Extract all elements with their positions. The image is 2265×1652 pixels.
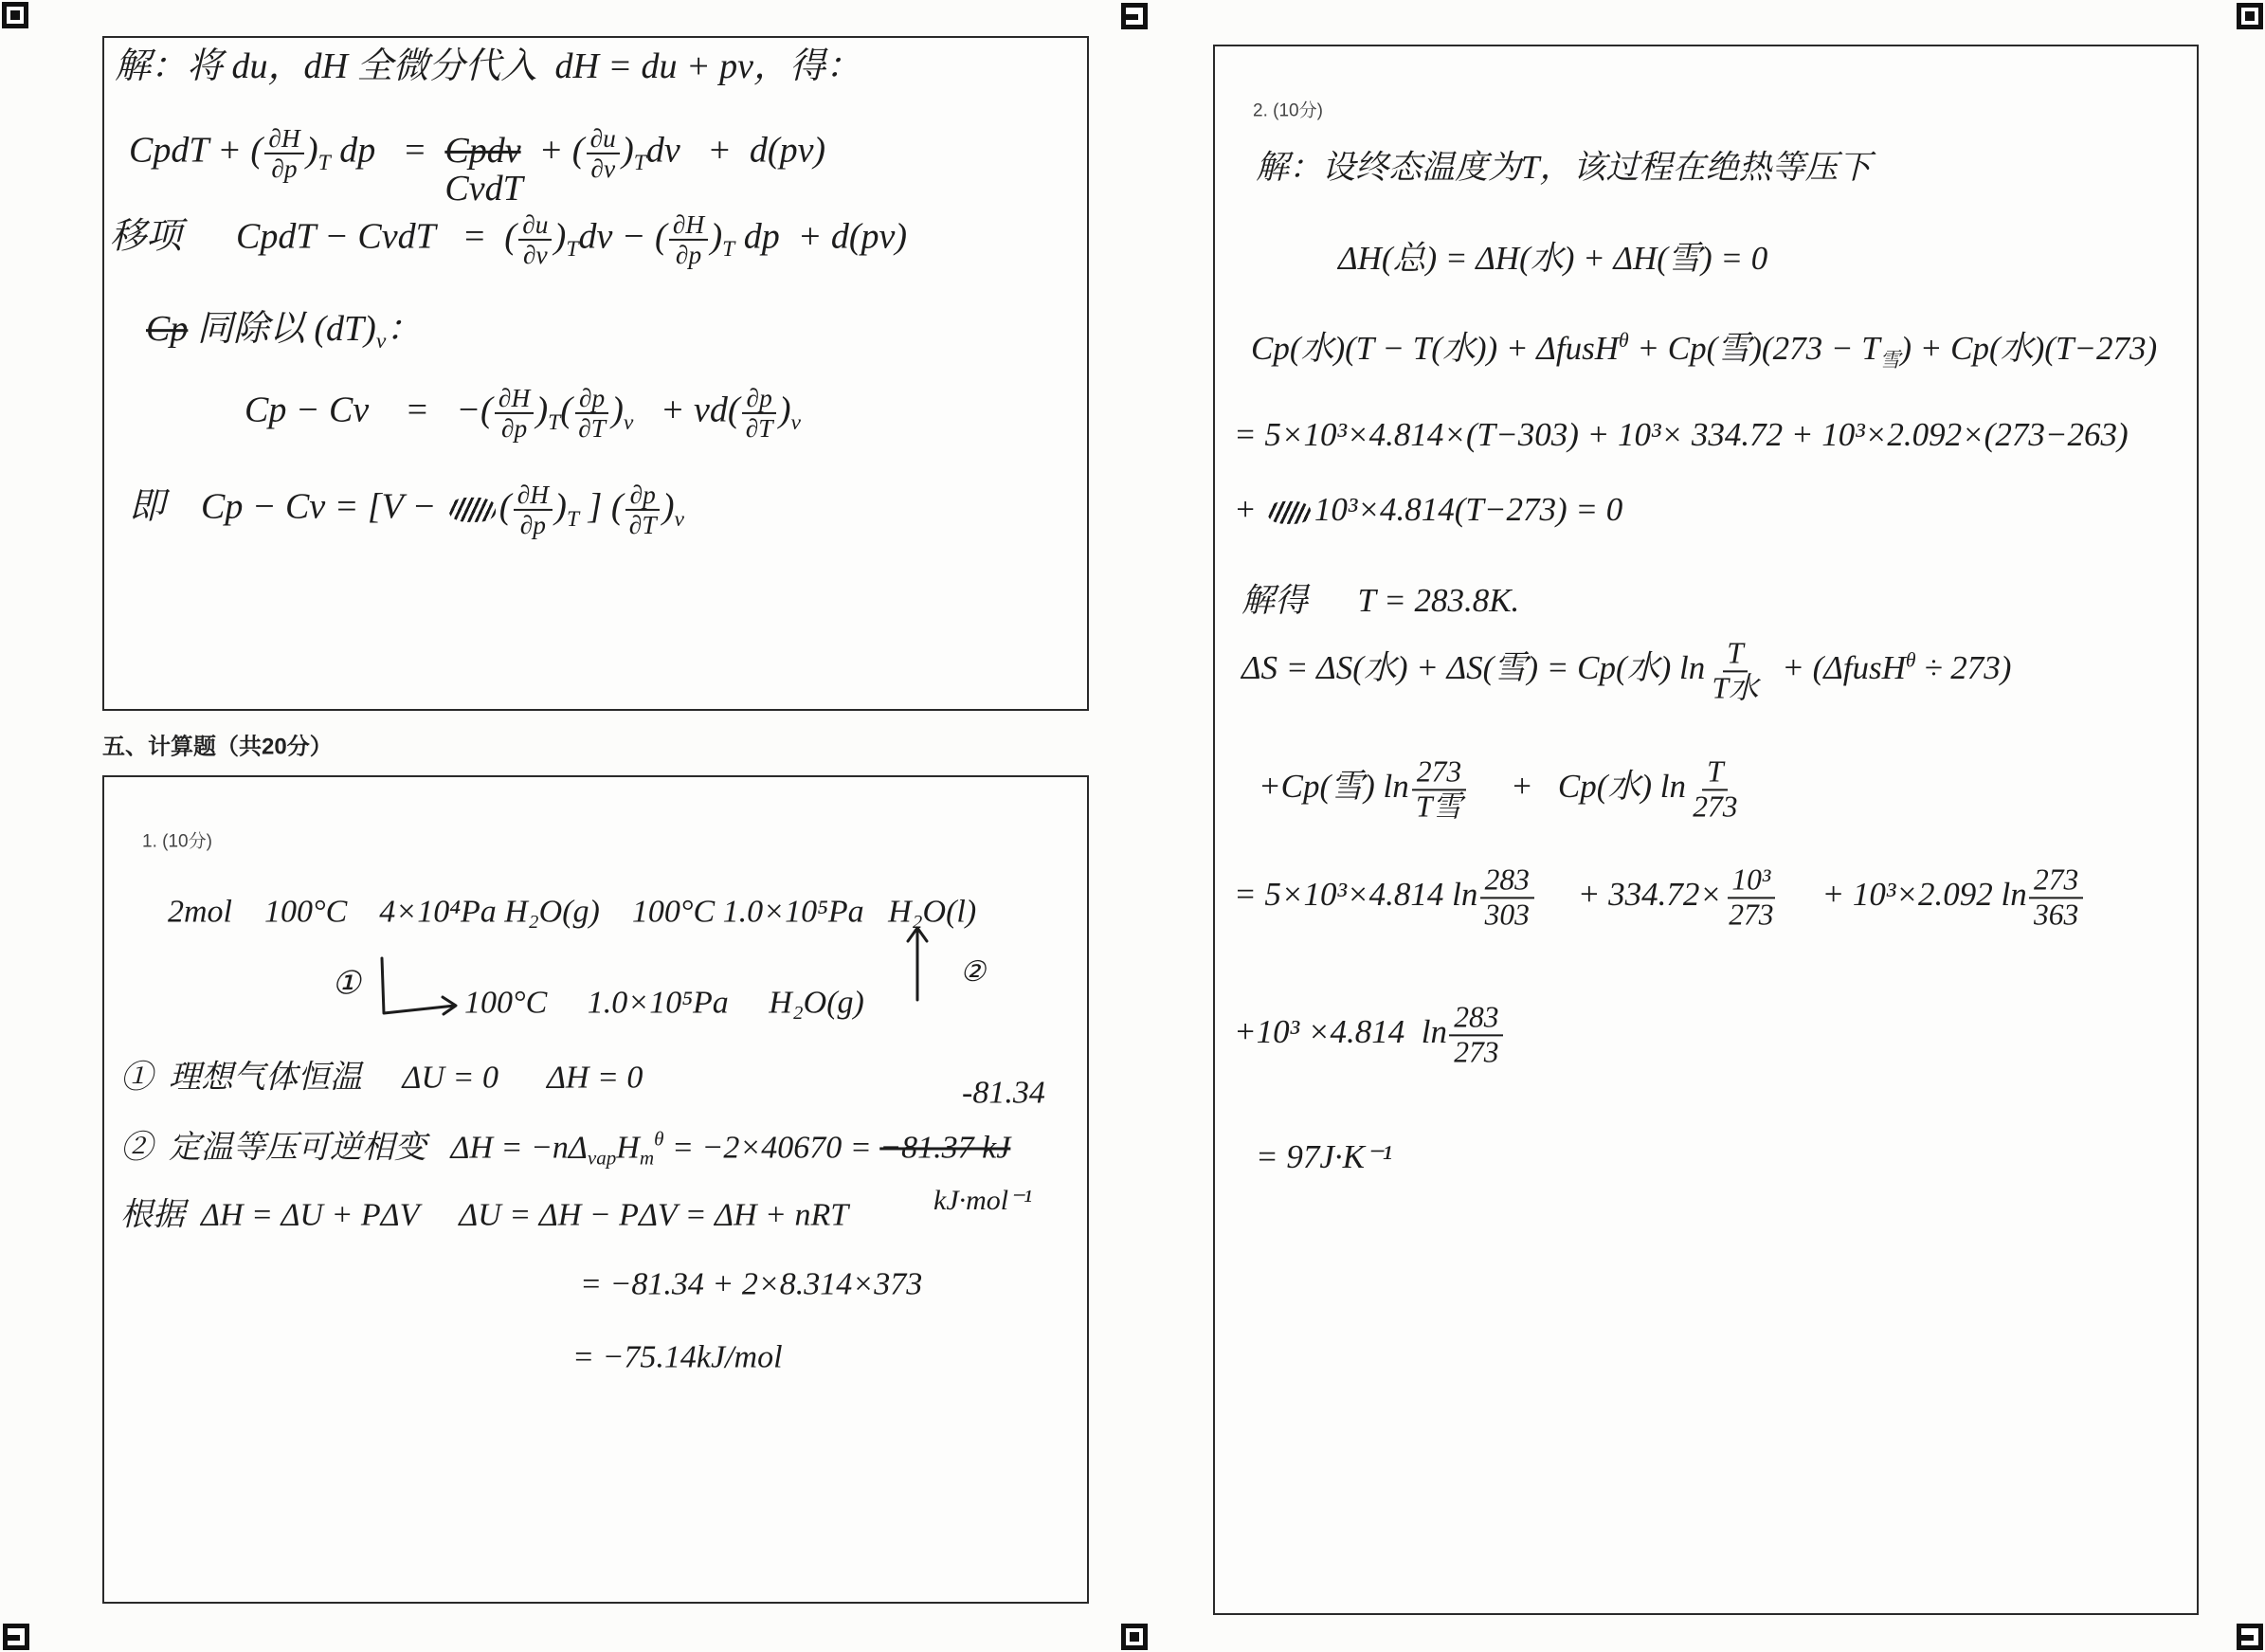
fraction-numerator: 273 [2029, 863, 2083, 899]
answer-line [245, 384, 801, 443]
answer-line [1234, 1001, 1506, 1068]
fraction [495, 384, 534, 443]
answer-line [1256, 1138, 1392, 1176]
scribble-mark [1268, 501, 1312, 525]
text-segment: dp = [330, 130, 445, 171]
answer-box-question-2 [1213, 45, 2199, 1615]
text-segment: + Cp(水) ln [1469, 768, 1686, 806]
subscript: v [790, 409, 801, 435]
text-segment: ) [710, 216, 723, 257]
fraction-numerator: T [1702, 755, 1728, 790]
text-segment: = 5×10³×4.814 ln [1234, 876, 1478, 914]
subscript: T [548, 409, 561, 435]
fraction-denominator: ∂T [628, 511, 657, 539]
text-segment: 解：将 du，dH 全微分代入 dH = du + pv，得： [115, 46, 862, 87]
fraction-denominator: ∂v [590, 154, 616, 183]
fraction [1411, 755, 1466, 823]
fraction-denominator: 273 [1729, 898, 1774, 931]
question-number: 1. (10分) [142, 831, 212, 852]
text-segment: = −2×40670 = [663, 1130, 880, 1166]
superscript: θ [1618, 328, 1629, 352]
fraction-numerator: ∂p [742, 384, 775, 414]
section-heading: 五、计算题（共20分） [102, 734, 333, 760]
registration-mark-top-left [2, 2, 28, 28]
registration-mark-bottom-left [3, 1624, 29, 1650]
answer-line [1241, 582, 1519, 620]
fraction [587, 124, 620, 183]
fraction-numerator: ∂p [575, 384, 608, 414]
text-segment: ) [622, 130, 634, 171]
text-segment: + (ΔfusH [1765, 649, 1906, 687]
text-segment: ② 定温等压可逆相变 ΔH = −nΔ [120, 1130, 588, 1166]
text-segment: ( [498, 486, 512, 527]
answer-line [120, 1127, 1011, 1170]
fraction [518, 210, 552, 269]
subscript: T [566, 506, 580, 532]
fraction-denominator: ∂T [745, 414, 773, 443]
text-segment: = 5×10³×4.814×(T−303) + 10³× 334.72 + 10³×2.092×(273−263) [1234, 415, 2129, 453]
text-segment: ) [553, 216, 567, 257]
correction-text: CvdT [444, 168, 523, 209]
struck-out-text: Cp [146, 309, 189, 350]
text-segment: ) + Cp(水)(T−273) [1900, 329, 2158, 367]
text-segment: + 10³×2.092 ln [1780, 876, 2027, 914]
text-segment: 同除以 (dT) [188, 309, 376, 350]
text-segment: ΔH(总) = ΔH(水) + ΔH(雪) = 0 [1338, 239, 1768, 277]
step-2-marker: ② [960, 955, 986, 988]
answer-line [572, 1338, 783, 1375]
text-segment: ] ( [579, 486, 624, 527]
registration-mark-top-center [1121, 3, 1148, 29]
answer-line [129, 123, 826, 209]
subscript: v [375, 329, 387, 354]
fraction [1480, 863, 1534, 931]
text-segment: +10³ ×4.814 ln [1234, 1013, 1447, 1051]
fraction-denominator: ∂p [271, 154, 298, 183]
fraction-numerator: ∂H [495, 384, 534, 414]
text-segment: = −75.14kJ/mol [572, 1339, 783, 1375]
registration-mark-bottom-center [1121, 1624, 1148, 1650]
fraction-numerator: ∂u [587, 124, 620, 154]
text-segment: ) [661, 486, 675, 527]
answer-line [1259, 755, 1745, 823]
fraction-numerator: 10³ [1728, 863, 1775, 899]
struck-out-text: −81.37 kJ [879, 1130, 1011, 1166]
text-segment: 移项 CpdT − CvdT = ( [110, 216, 516, 257]
fraction-numerator: 283 [1480, 863, 1534, 899]
answer-line [1241, 637, 2011, 704]
fraction-denominator: T雪 [1415, 790, 1463, 823]
text-segment: ) [554, 486, 567, 527]
answer-line [1234, 491, 1622, 529]
fraction [669, 210, 708, 269]
text-segment: + [1234, 490, 1265, 528]
fraction-denominator: ∂T [578, 414, 606, 443]
text-segment: 解得 T = 283.8K. [1241, 581, 1520, 619]
subscript: 雪 [1879, 348, 1901, 372]
fraction-numerator: ∂u [518, 210, 552, 241]
text-segment: Cp − Cv = −( [245, 390, 493, 430]
scribble-mark [449, 498, 496, 523]
text-segment: CpdT + ( [129, 130, 263, 171]
fraction-numerator: ∂p [625, 481, 659, 511]
fraction-denominator: 273 [1693, 790, 1738, 823]
fraction [2029, 863, 2083, 931]
registration-mark-bottom-right [2237, 1624, 2263, 1650]
subscript: T [722, 236, 735, 262]
subscript: T [633, 150, 646, 175]
up-arrow-icon [905, 924, 930, 1005]
fraction-numerator: T [1723, 637, 1749, 672]
text-segment: = −81.34 + 2×8.314×373 [580, 1266, 923, 1302]
fraction-denominator: 303 [1484, 898, 1530, 931]
superscript: θ [654, 1127, 664, 1151]
fraction-denominator: ∂p [500, 414, 528, 443]
text-segment: ΔS = ΔS(水) + ΔS(雪) = Cp(水) ln [1241, 649, 1706, 687]
text-segment: dp + d(pv) [734, 216, 908, 257]
subscript: v [674, 506, 684, 532]
superscript: θ [1905, 648, 1916, 672]
fraction-numerator: ∂H [514, 481, 553, 511]
text-segment: +Cp(雪) ln [1259, 768, 1409, 806]
answer-line [146, 309, 423, 354]
text-segment: + ( [520, 130, 585, 171]
text-segment: H [616, 1130, 640, 1166]
text-segment: ( [560, 390, 572, 430]
fraction-numerator: 283 [1449, 1001, 1503, 1036]
text-segment: dv + d(pv) [645, 130, 826, 171]
registration-mark-top-right [2237, 3, 2263, 29]
subscript: v [623, 409, 634, 435]
step-1-marker: ① [332, 966, 361, 1002]
answer-line [1234, 416, 2129, 454]
answer-line [1256, 149, 1871, 187]
text-segment: 即 Cp − Cv = [V − [129, 486, 445, 527]
struck-out-text: Cpdv [444, 130, 521, 171]
text-segment: 根据 ΔH = ΔU + PΔV ΔU = ΔH − PΔV = ΔH + nRT [120, 1197, 849, 1233]
text-segment: + Cp(雪)(273 − T [1628, 329, 1880, 367]
fraction-denominator: 273 [1454, 1035, 1499, 1068]
down-right-arrow-icon [374, 953, 464, 1021]
question-number: 2. (10分) [1253, 100, 1323, 121]
text-segment: 10³×4.814(T−273) = 0 [1314, 490, 1623, 528]
text-segment: = 97J·K⁻¹ [1256, 1137, 1392, 1175]
answer-line [129, 481, 684, 539]
fraction [1449, 1001, 1503, 1068]
subscript: m [639, 1146, 655, 1170]
text-segment: ÷ 273) [1915, 649, 2012, 687]
fraction-numerator: 273 [1412, 755, 1466, 790]
fraction-numerator: ∂H [669, 210, 708, 241]
fraction [1689, 755, 1743, 823]
text-segment: ) [611, 390, 624, 430]
answer-line [115, 46, 861, 88]
fraction [742, 384, 777, 443]
answer-line [1234, 863, 2085, 931]
text-segment: 解：设终态温度为T，该过程在绝热等压下 [1256, 148, 1872, 186]
text-segment: ) [305, 130, 318, 171]
text-segment: ) [535, 390, 549, 430]
subscript: T [566, 236, 579, 262]
fraction [574, 384, 609, 443]
fraction-denominator: ∂p [675, 241, 702, 269]
text-segment: ： [386, 309, 423, 350]
fraction [1725, 863, 1779, 931]
text-segment: + 334.72× [1536, 876, 1723, 914]
text-segment: ) [778, 390, 791, 430]
reaction-states: 2mol 100°C 4×10⁴Pa H₂O(g) 100°C 1.0×10⁵Pa H₂O(l) [168, 894, 977, 930]
text-segment: ① 理想气体恒温 ΔU = 0 ΔH = 0 [120, 1060, 643, 1096]
answer-line [120, 1059, 643, 1096]
answer-line [1338, 240, 1767, 278]
fraction [1708, 637, 1763, 704]
answer-line [110, 210, 907, 269]
unit-note: kJ·mol⁻¹ [933, 1184, 1032, 1216]
fraction [625, 481, 661, 539]
answer-line [120, 1196, 848, 1233]
subscript: T [317, 150, 331, 175]
fraction-denominator: ∂v [522, 241, 548, 269]
fraction-denominator: ∂p [519, 511, 546, 539]
correction-value: -81.34 [962, 1075, 1045, 1111]
intermediate-state: 100°C 1.0×10⁵Pa H₂O(g) [464, 985, 864, 1021]
answer-line [1251, 328, 2158, 372]
fraction [514, 481, 553, 539]
correction [444, 130, 523, 209]
subscript: vap [587, 1146, 617, 1170]
fraction-denominator: 363 [2033, 898, 2079, 931]
answer-line [580, 1265, 922, 1302]
fraction-numerator: ∂H [264, 124, 303, 154]
text-segment: dv − ( [578, 216, 667, 257]
answer-box-previous [102, 36, 1089, 711]
text-segment: Cp(水)(T − T(水)) + ΔfusH [1251, 329, 1619, 367]
fraction [264, 124, 303, 183]
text-segment: + vd( [633, 390, 740, 430]
answer-box-question-1 [102, 775, 1089, 1604]
fraction-denominator: T水 [1712, 671, 1759, 704]
